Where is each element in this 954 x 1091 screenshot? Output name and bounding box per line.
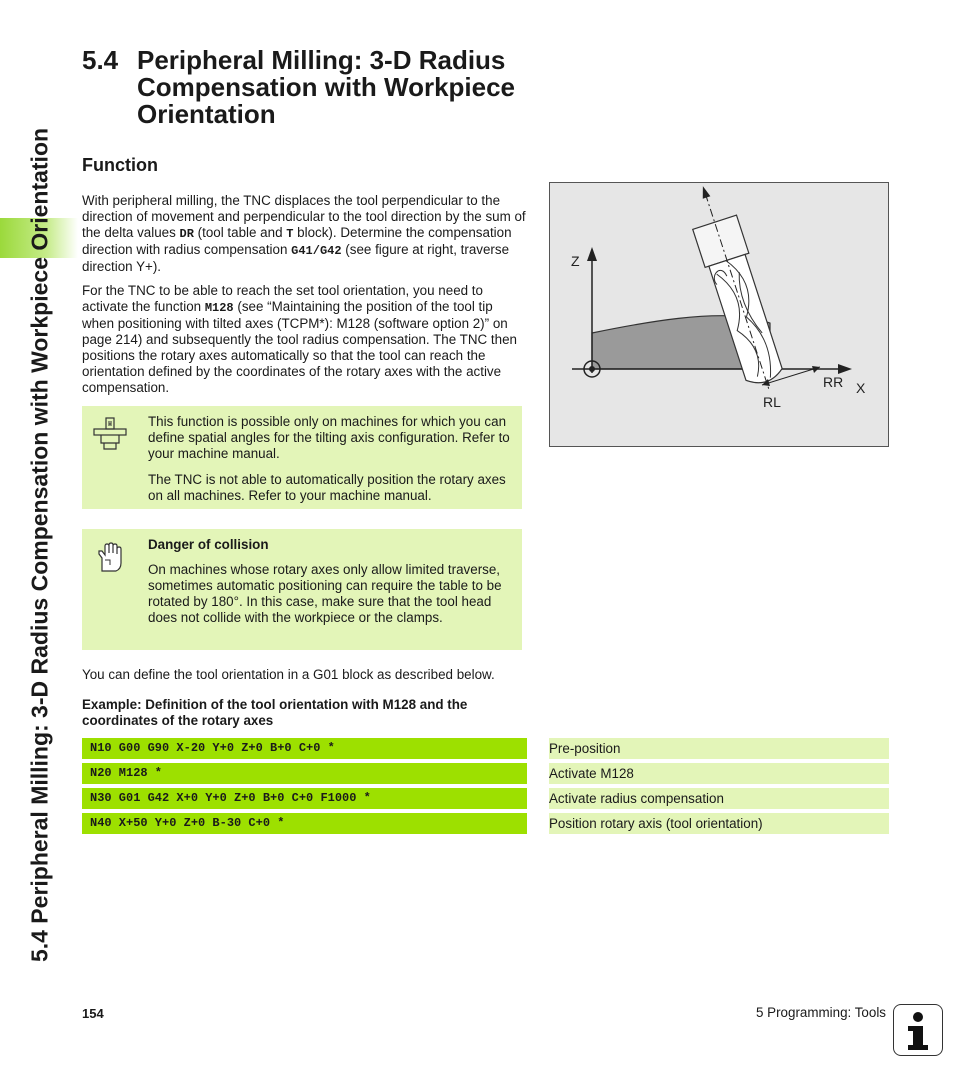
collision-warning-text: On machines whose rotary axes only allow limited traverse, sometimes automatic positioning can require the table to be rotated by 180°. In this case, make sure that the tool head does not collide with the workpiece or the clamps. [148,562,502,625]
paragraph-g01: You can define the tool orientation in a G01 block as described below. [82,667,495,682]
program-row [82,788,889,809]
paragraph-function: With peripheral milling, the TNC displaces the tool perpendicular to the direction of movement and perpendicular to the tool direction by the sum of the delta values DR (tool table and T block). Determine the compensation direction with radius compensation G41/G42 (see figure at right, traverse direction Y+). [82,193,526,274]
nc-program-table [82,738,889,838]
info-icon [893,1004,943,1056]
machine-note-text-2: The TNC is not able to automatically position the rotary axes on all machines. Refer to your machine manual. [148,472,506,503]
program-code: N20 M128 * [82,763,527,784]
page-title [82,47,552,128]
program-row [82,763,889,784]
collision-warning-title: Danger of collision [148,537,269,552]
rl-label: RL [763,394,781,410]
paragraph-m128: For the TNC to be able to reach the set tool orientation, you need to activate the function M128 (see “Maintaining the position of the tool tip when positioning with tilted axes (TCPM*): M128 (software option 2)” on page 214) and subsequently the tool radius compensation. The TNC then positions the rotary axes automatically so that the tool can reach the orientation defined by the coordinates of the rotary axes with the active compensation. [82,283,517,395]
section-title: Peripheral Milling: 3-D Radius Compensation with Workpiece Orientation [137,45,516,129]
program-description: Pre-position [549,738,889,759]
z-axis-arrow [587,247,597,261]
subheading-function: Function [82,155,158,175]
code-g41-g42: G41/G42 [291,244,342,258]
rr-label: RR [823,374,844,390]
axis-z-label: Z [571,253,580,269]
hand-warning-icon [92,541,128,577]
page-number: 154 [82,1006,104,1021]
side-title: 5.4 Peripheral Milling: 3-D Radius Compensation with Workpiece Orientation [26,127,53,963]
program-row [82,738,889,759]
program-code: N30 G01 G42 X+0 Y+0 Z+0 B+0 C+0 F1000 * [82,788,527,809]
program-description: Activate radius compensation [549,788,889,809]
chapter-footer: 5 Programming: Tools [756,1005,886,1020]
program-description: Position rotary axis (tool orientation) [549,813,889,834]
machine-icon [92,416,128,452]
axis-x-label: X [856,380,866,396]
program-description: Activate M128 [549,763,889,784]
program-code: N10 G00 G90 X-20 Y+0 Z+0 B+0 C+0 * [82,738,527,759]
milling-figure [549,182,889,447]
program-code: N40 X+50 Y+0 Z+0 B-30 C+0 * [82,813,527,834]
x-axis-arrow [838,364,852,374]
milling-diagram [550,183,888,446]
example-title: Example: Definition of the tool orientation with M128 and the coordinates of the rotary axes [82,697,468,728]
code-dr: DR [179,227,194,241]
section-number: 5.4 [82,45,119,75]
machine-note-text-1: This function is possible only on machines for which you can define spatial angles for the tilting axis configuration. Refer to your machine manual. [148,414,510,461]
code-m128: M128 [204,301,234,315]
collision-warning [82,529,522,650]
code-t: T [286,227,294,241]
program-row [82,813,889,834]
machine-note [82,406,522,509]
